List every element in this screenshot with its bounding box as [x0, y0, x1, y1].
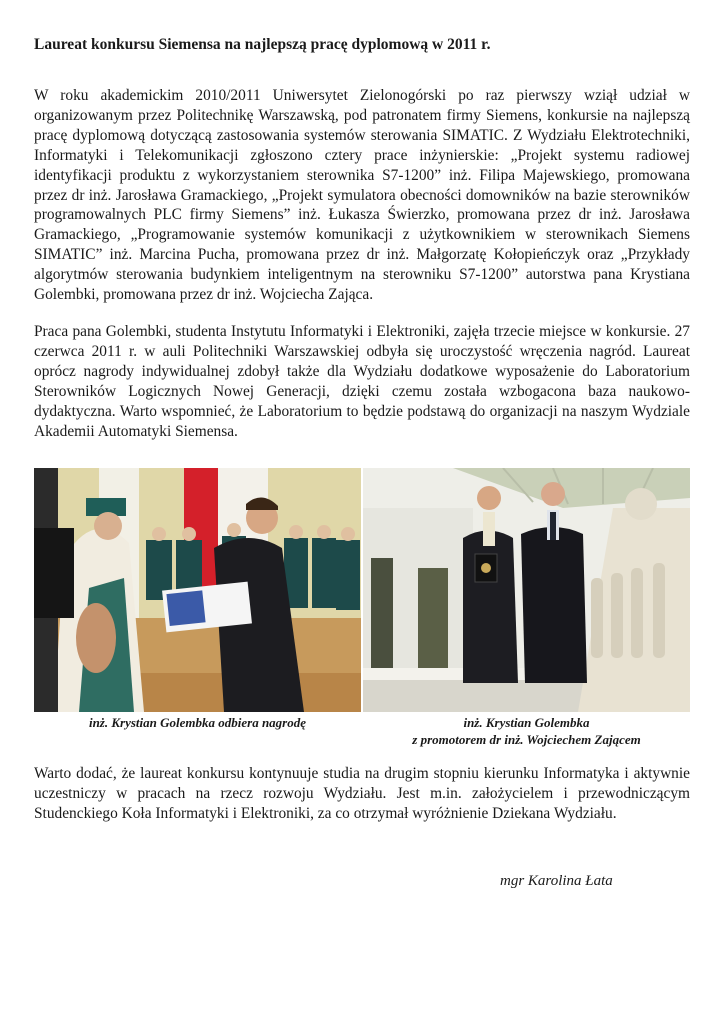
paragraph-intro: W roku akademickim 2010/2011 Uniwersytet Zielonogórski po raz pierwszy wziął udział w organizowanym przez Politechnikę Warszawską, pod patronatem firmy Siemens, konkursie na najlepszą pracę dyplomową dotyczącą zastosowania systemów sterowania SIMATIC. Z Wydziału Elektrotechniki, Informatyki i Telekomunikacji zgłoszono cztery prace inżynierskie: „Projekt systemu radiowej identyfikacji produktu z wykorzystaniem sterownika S7-1200” inż. Filipa Majewskiego, promowana przez dr inż. Jarosława Gramackiego, „Projekt symulatora obecności domowników na bazie sterowników programowalnych PLC firmy Siemens” inż. Łukasza Świerzko, promowana przez dr inż. Jarosława Gramackiego, „Programowanie systemów komunikacji z użytkownikiem w sterownikach Siemens SIMATIC” inż. Marcina Pucha, promowana przez dr inż. Małgorzatę Kołopieńczyk oraz „Przykłady algorytmów sterowania budynkiem inteligentnym na sterowniku S7-1200” autorstwa pana Krystiana Golembki, promowana przez dr inż. Wojciecha Zająca.: [34, 87, 690, 304]
photo-laureate-with-supervisor: [363, 468, 690, 712]
paragraph-laureate-activity: Warto dodać, że laureat konkursu kontynuuje studia na drugim stopniu kierunku Informatyka i aktywnie uczestniczy w pracach na rzecz rozwoju Wydziału. Jest m.in. założycielem i przewodniczącym Studenckiego Koła Informatyki i Elektroniki, za co otrzymał wyróżnienie Dziekana Wydziału.: [34, 765, 690, 822]
paragraph-award: Praca pana Golembki, studenta Instytutu Informatyki i Elektroniki, zajęła trzecie miejsce w konkursie. 27 czerwca 2011 r. w auli Politechniki Warszawskiej odbyła się uroczystość wręczenia nagród. Laureat oprócz nagrody indywidualnej zdobył także dla Wydziału dodatkowe wyposażenie do Laboratorium Sterowników Logicznych Nowej Generacji, dzięki czemu została wzbogacona baza naukowo-dydaktyczna. Warto wspomnieć, że Laboratorium to będzie podstawą do organizacji na naszym Wydziale Akademii Automatyki Siemensa.: [34, 323, 690, 440]
caption-left-photo: [34, 714, 361, 731]
caption-left-text: inż. Krystian Golembka odbiera nagrodę: [88, 715, 307, 730]
caption-right-line2: z promotorem dr inż. Wojciechem Zającem: [412, 732, 641, 747]
author-signature: mgr Karolina Łata: [500, 873, 613, 889]
caption-right-photo: [363, 714, 690, 748]
article-title: Laureat konkursu Siemensa na najlepszą pracę dyplomową w 2011 r.: [34, 36, 491, 53]
caption-right-line1: inż. Krystian Golembka: [463, 715, 590, 730]
photo-award-ceremony: [34, 468, 361, 712]
